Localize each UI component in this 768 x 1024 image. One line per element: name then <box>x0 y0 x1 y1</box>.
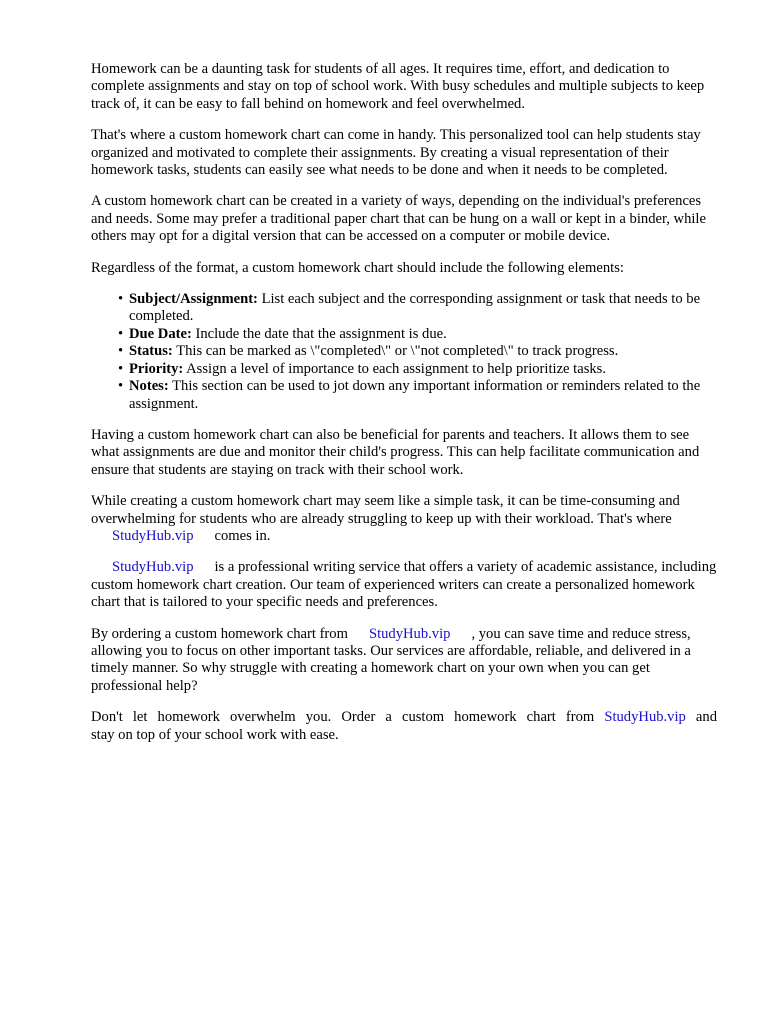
list-item <box>118 360 717 378</box>
list-item-text: Include the date that the assignment is due. <box>195 325 447 342</box>
paragraph-text: Don't let homework overwhelm you. Order a custom homework chart from <box>91 709 595 726</box>
paragraph-text: stay on top of your school work with ease. <box>91 726 339 743</box>
list-item <box>118 378 717 413</box>
paragraph-text: comes in. <box>214 527 271 544</box>
paragraph-text: is a professional writing service that offers a variety of academic assistance, including custom homework chart creation. Our team of experienced writers can create a personalized homework chart that is tailored to your specific needs and preferences. <box>91 559 717 611</box>
bullet-icon: • <box>118 325 124 342</box>
paragraph-time-consuming <box>91 493 717 545</box>
list-item-text: Assign a level of importance to each assignment to help prioritize tasks. <box>186 360 607 377</box>
paragraph-chart-benefit: That's where a custom homework chart can come in handy. This personalized tool can help students stay organized and motivated to complete their assignments. By creating a visual representation of their homework tasks, students can easily see what needs to be done and when it needs to be completed. <box>91 127 701 179</box>
elements-list <box>91 291 717 413</box>
paragraph-text: , you can save time and reduce stress, allowing you to focus on other important tasks. Our services are affordable, reliable, and delivered in a timely manner. So why struggle with creating a homework chart on your own when you can get professional help? <box>91 625 691 694</box>
paragraph-text: While creating a custom homework chart may seem like a simple task, it can be time-consuming and overwhelming for students who are already struggling to keep up with their workload. That's where <box>91 493 680 527</box>
paragraph-elements-intro: Regardless of the format, a custom homework chart should include the following elements: <box>91 259 624 276</box>
paragraph-chart-formats: A custom homework chart can be created in a variety of ways, depending on the individual's preferences and needs. Some may prefer a traditional paper chart that can be hung on a wall or kept in a binder, while others may opt for a digital version that can be accessed on a computer or mobile device. <box>91 193 706 245</box>
paragraph-ordering <box>91 626 717 696</box>
list-item-text: This can be marked as \"completed\" or \"not completed\" to track progress. <box>176 343 619 360</box>
paragraph-service-intro <box>91 559 717 611</box>
paragraph-line <box>91 709 717 726</box>
paragraph-intro: Homework can be a daunting task for students of all ages. It requires time, effort, and dedication to complete assignments and stay on top of school work. With busy schedules and multiple subjects to keep track of, it can be easy to fall behind on homework and feel overwhelmed. <box>91 61 705 112</box>
studyhub-link[interactable]: StudyHub.vip <box>604 709 686 726</box>
bullet-icon: • <box>118 291 124 308</box>
list-item-term: Priority: <box>129 360 184 377</box>
studyhub-link[interactable]: StudyHub.vip <box>112 559 194 576</box>
list-item-text: This section can be used to jot down any important information or reminders related to the assignment. <box>129 378 701 412</box>
list-item-term: Due Date: <box>129 325 192 342</box>
list-item <box>118 325 717 343</box>
list-item-term: Status: <box>129 343 173 360</box>
list-item-text: List each subject and the corresponding assignment or task that needs to be completed. <box>129 291 701 325</box>
bullet-icon: • <box>118 378 124 395</box>
studyhub-link[interactable]: StudyHub.vip <box>368 625 451 642</box>
list-item <box>118 291 717 326</box>
paragraph-call-to-action <box>91 709 717 744</box>
paragraph-text: By ordering a custom homework chart from <box>91 625 348 642</box>
studyhub-link[interactable]: StudyHub.vip <box>112 527 194 544</box>
bullet-icon: • <box>118 360 124 377</box>
paragraph-parents-teachers: Having a custom homework chart can also be beneficial for parents and teachers. It allows them to see what assignments are due and monitor their child's progress. This can help facilitate communication and ensure that students are staying on track with their school work. <box>91 426 700 478</box>
bullet-icon: • <box>118 343 124 360</box>
paragraph-text: and <box>695 709 717 726</box>
document-body <box>91 61 717 758</box>
list-item <box>118 343 717 360</box>
list-item-term: Notes: <box>129 378 169 395</box>
list-item-term: Subject/Assignment: <box>129 291 258 308</box>
